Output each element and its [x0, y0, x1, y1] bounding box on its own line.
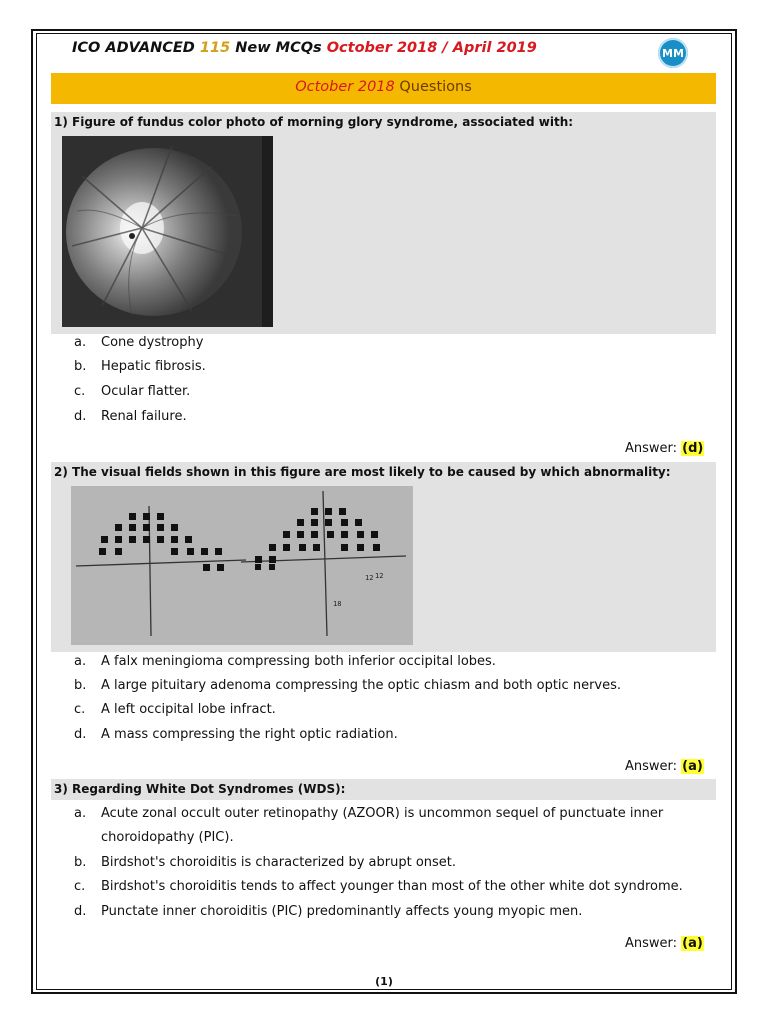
answer-label: Answer: [625, 936, 682, 951]
option-letter: d. [74, 727, 87, 742]
option-text: A falx meningioma compressing both inferior occipital lobes. [101, 654, 496, 669]
question-1-title: 1) Figure of fundus color photo of morning glory syndrome, associated with: [54, 115, 574, 129]
option-letter: c. [74, 384, 86, 399]
vf-label-1: 12 [365, 574, 374, 582]
question-3-title: 3) Regarding White Dot Syndromes (WDS): [54, 782, 346, 796]
question-2-title: 2) The visual fields shown in this figure are most likely to be caused by which abnormality: [54, 465, 671, 479]
page-header [72, 40, 537, 56]
option-letter: a. [74, 654, 87, 669]
option-text-continued: choroidopathy (PIC). [101, 830, 234, 845]
answer-label: Answer: [625, 441, 682, 456]
section-date: October 2018 [295, 79, 395, 95]
option-letter: c. [74, 702, 86, 717]
option-letter: d. [74, 409, 87, 424]
answer-value: (a) [682, 936, 703, 951]
option-letter: b. [74, 678, 87, 693]
option-text: Birdshot's choroiditis is characterized by abrupt onset. [101, 855, 457, 870]
option-letter: b. [74, 855, 87, 870]
header-count: 115 [199, 40, 231, 56]
fundus-photo-image [62, 136, 273, 327]
option-text: A left occipital lobe infract. [101, 702, 276, 717]
section-label: Questions [394, 79, 472, 95]
answer-value: (d) [682, 441, 704, 456]
visual-field-image [71, 486, 413, 645]
vf-label-3: 18 [333, 600, 342, 608]
section-heading [51, 73, 716, 104]
header-date-1: October 2018 [326, 40, 438, 56]
option-text: Acute zonal occult outer retinopathy (AZOOR) is uncommon sequel of punctuate inner [101, 806, 664, 821]
header-title: ICO ADVANCED [72, 40, 200, 56]
vf-label-2: 12 [375, 572, 384, 580]
option-text: Punctate inner choroiditis (PIC) predominantly affects young myopic men. [101, 904, 583, 919]
option-letter: d. [74, 904, 87, 919]
header-separator: / [437, 40, 453, 56]
option-letter: a. [74, 806, 87, 821]
option-letter: b. [74, 359, 87, 374]
page-number: (1) [375, 975, 393, 988]
option-text: Hepatic fibrosis. [101, 359, 206, 374]
header-subtitle: New MCQs [230, 40, 327, 56]
mm-logo-icon [658, 38, 688, 68]
option-text: A mass compressing the right optic radiation. [101, 727, 398, 742]
option-text: Ocular flatter. [101, 384, 191, 399]
question-3-answer [625, 936, 704, 951]
option-text: Cone dystrophy [101, 335, 204, 350]
option-text: Renal failure. [101, 409, 187, 424]
answer-label: Answer: [625, 759, 682, 774]
option-text: A large pituitary adenoma compressing the optic chiasm and both optic nerves. [101, 678, 622, 693]
question-2-answer [625, 759, 704, 774]
option-letter: a. [74, 335, 87, 350]
option-letter: c. [74, 879, 86, 894]
question-1-answer [625, 441, 704, 456]
option-text: Birdshot's choroiditis tends to affect younger than most of the other white dot syndrome. [101, 879, 683, 894]
header-date-2: April 2019 [452, 40, 537, 56]
answer-value: (a) [682, 759, 703, 774]
logo-text: MM [662, 46, 684, 60]
